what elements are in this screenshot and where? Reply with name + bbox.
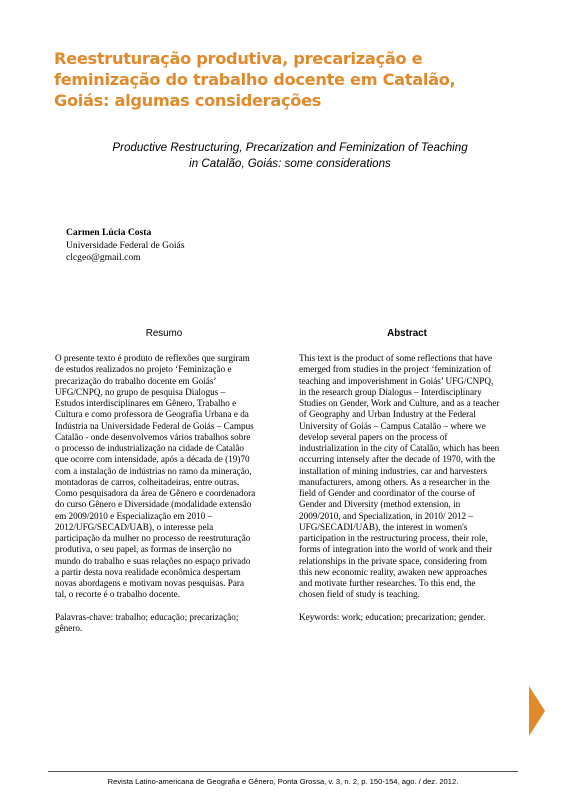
abstract-line: Studies on Gender, Work and Culture, and as a teacher — [299, 398, 500, 408]
title-line: Goiás: algumas considerações — [54, 91, 322, 110]
resumo-line: a partir desta nova realidade econômica despertam — [55, 566, 241, 577]
resumo-line: participação da mulher no processo de reestruturação — [55, 533, 251, 543]
resumo-line: O presente texto é produto de reflexões que surgiram — [55, 353, 250, 363]
author-block — [66, 227, 185, 265]
abstract-line: of Geography and Urban Industry at the Federal — [299, 409, 476, 420]
resumo-heading: Resumo — [145, 328, 183, 339]
abstract-line: This text is the product of some reflections that have — [299, 353, 493, 363]
resumo-line: Catalão - onde desenvolvemos vários trabalhos sobre — [55, 431, 251, 442]
keywords-line: Palavras-chave: trabalho; educação; precarização; — [55, 611, 239, 622]
article-title — [54, 48, 524, 111]
resumo-line: novas abordagens e motivam novas pesquisas. Para — [55, 578, 245, 588]
resumo-line: produtiva, o seu papel, as formas de inserção no — [55, 544, 232, 555]
abstract-line: emerged from studies in the project ‘feminization of — [299, 364, 491, 375]
resumo-line: em 2009/2010 e Especialização em 2010 – — [55, 510, 213, 521]
subtitle-line: Productive Restructuring, Precarization and Feminization of Teaching — [112, 141, 468, 154]
author-affiliation: Universidade Federal de Goiás — [66, 239, 185, 251]
resumo-line: Estudos interdisciplinares em Gênero, Trabalho e — [55, 398, 237, 408]
resumo-line: do curso Gênero e Diversidade (modalidade extensão — [55, 499, 252, 510]
resumo-line: Como pesquisadora da área de Gênero e coordenadora — [55, 488, 256, 498]
right-triangle-arrow-icon[interactable] — [529, 686, 545, 736]
resumo-line: UFG/CNPQ, no grupo de pesquisa Dialogus – — [55, 386, 226, 397]
abstract-line: chosen field of study is teaching. — [299, 589, 420, 600]
abstract-line: this new economic reality, awaken new approaches — [299, 566, 487, 577]
resumo-column — [55, 328, 273, 634]
abstract-line: industrialization in the city of Catalão, which has been — [299, 443, 500, 453]
resumo-line: mundo do trabalho e suas relações no espaço privado — [55, 555, 251, 566]
author-email: clcgeo@gmail.com — [66, 252, 141, 263]
resumo-line: que ocorre com intensidade, após a década de (19)70 — [55, 454, 250, 465]
resumo-line: Indústria na Universidade Federal de Goiás – Campus — [55, 420, 254, 431]
subtitle-line: in Catalão, Goiás: some considerations — [189, 157, 391, 170]
abstract-line: forms of integration into the world of work and their — [299, 544, 493, 555]
abstract-line: teaching and impoverishment in Goiás’ UFG/CNPQ, — [299, 375, 494, 386]
journal-footer: Revista Latino-americana de Geografia e Gênero, Ponta Grossa, v. 3, n. 2, p. 150-154, ago. / dez. 2012. — [107, 777, 459, 786]
abstract-line: Gender and Diversity (method extension, in — [299, 499, 461, 510]
resumo-line: de estudos realizados no projeto ‘Feminização e — [55, 364, 232, 375]
abstract-body — [299, 353, 515, 601]
keywords-line: Keywords: work; education; precarization; gender. — [299, 611, 486, 622]
abstract-keywords — [299, 612, 515, 623]
abstract-line: participation in the restructuring process, their role, — [299, 533, 488, 543]
author-name: Carmen Lúcia Costa — [66, 227, 152, 238]
keywords-line: gênero. — [55, 622, 83, 633]
resumo-line: tal, o recorte é o trabalho docente. — [55, 589, 180, 600]
abstract-column — [299, 328, 515, 623]
abstract-line: occurring intensely after the decade of 1970, with the — [299, 454, 496, 465]
abstract-line: in the research group Dialogus – Interdisciplinary — [299, 386, 482, 397]
footer-divider — [48, 771, 518, 772]
resumo-line: montadoras de carros, colheitadeiras, entre outras. — [55, 476, 240, 487]
resumo-body — [55, 353, 273, 601]
article-subtitle — [60, 140, 520, 172]
title-line: feminização do trabalho docente em Catalão, — [54, 70, 456, 89]
abstract-line: 2009/2010, and Specialization, in 2010/ 2012 – — [299, 510, 474, 521]
abstract-line: relationships in the private space, considering from — [299, 555, 488, 566]
resumo-line: 2012/UFG/SECAD/UAB), o interesse pela — [55, 521, 214, 532]
resumo-keywords — [55, 612, 273, 635]
resumo-line: com a instalação de indústrias no ramo da mineração, — [55, 465, 252, 476]
resumo-line: Cultura e como professora de Geografia Urbana e da — [55, 409, 249, 420]
abstract-line: UFG/SECADI/UAB), the interest in women's — [299, 521, 468, 532]
title-line: Reestruturação produtiva, precarização e — [54, 49, 423, 68]
abstract-heading: Abstract — [387, 328, 427, 339]
abstract-line: manufacturers, among others. As a researcher in the — [299, 476, 490, 487]
abstract-line: installation of mining industries, car and harvesters — [299, 465, 488, 476]
abstract-line: and motivate further researches. To this end, the — [299, 578, 476, 588]
abstract-line: field of Gender and coordinator of the course of — [299, 488, 476, 498]
abstract-line: develop several papers on the process of — [299, 431, 448, 442]
resumo-line: o processo de industrialização na cidade de Catalão — [55, 443, 245, 453]
abstract-line: University of Goiás – Campus Catalão – where we — [299, 420, 486, 431]
resumo-line: precarização do trabalho docente em Goiás’ — [55, 375, 217, 386]
